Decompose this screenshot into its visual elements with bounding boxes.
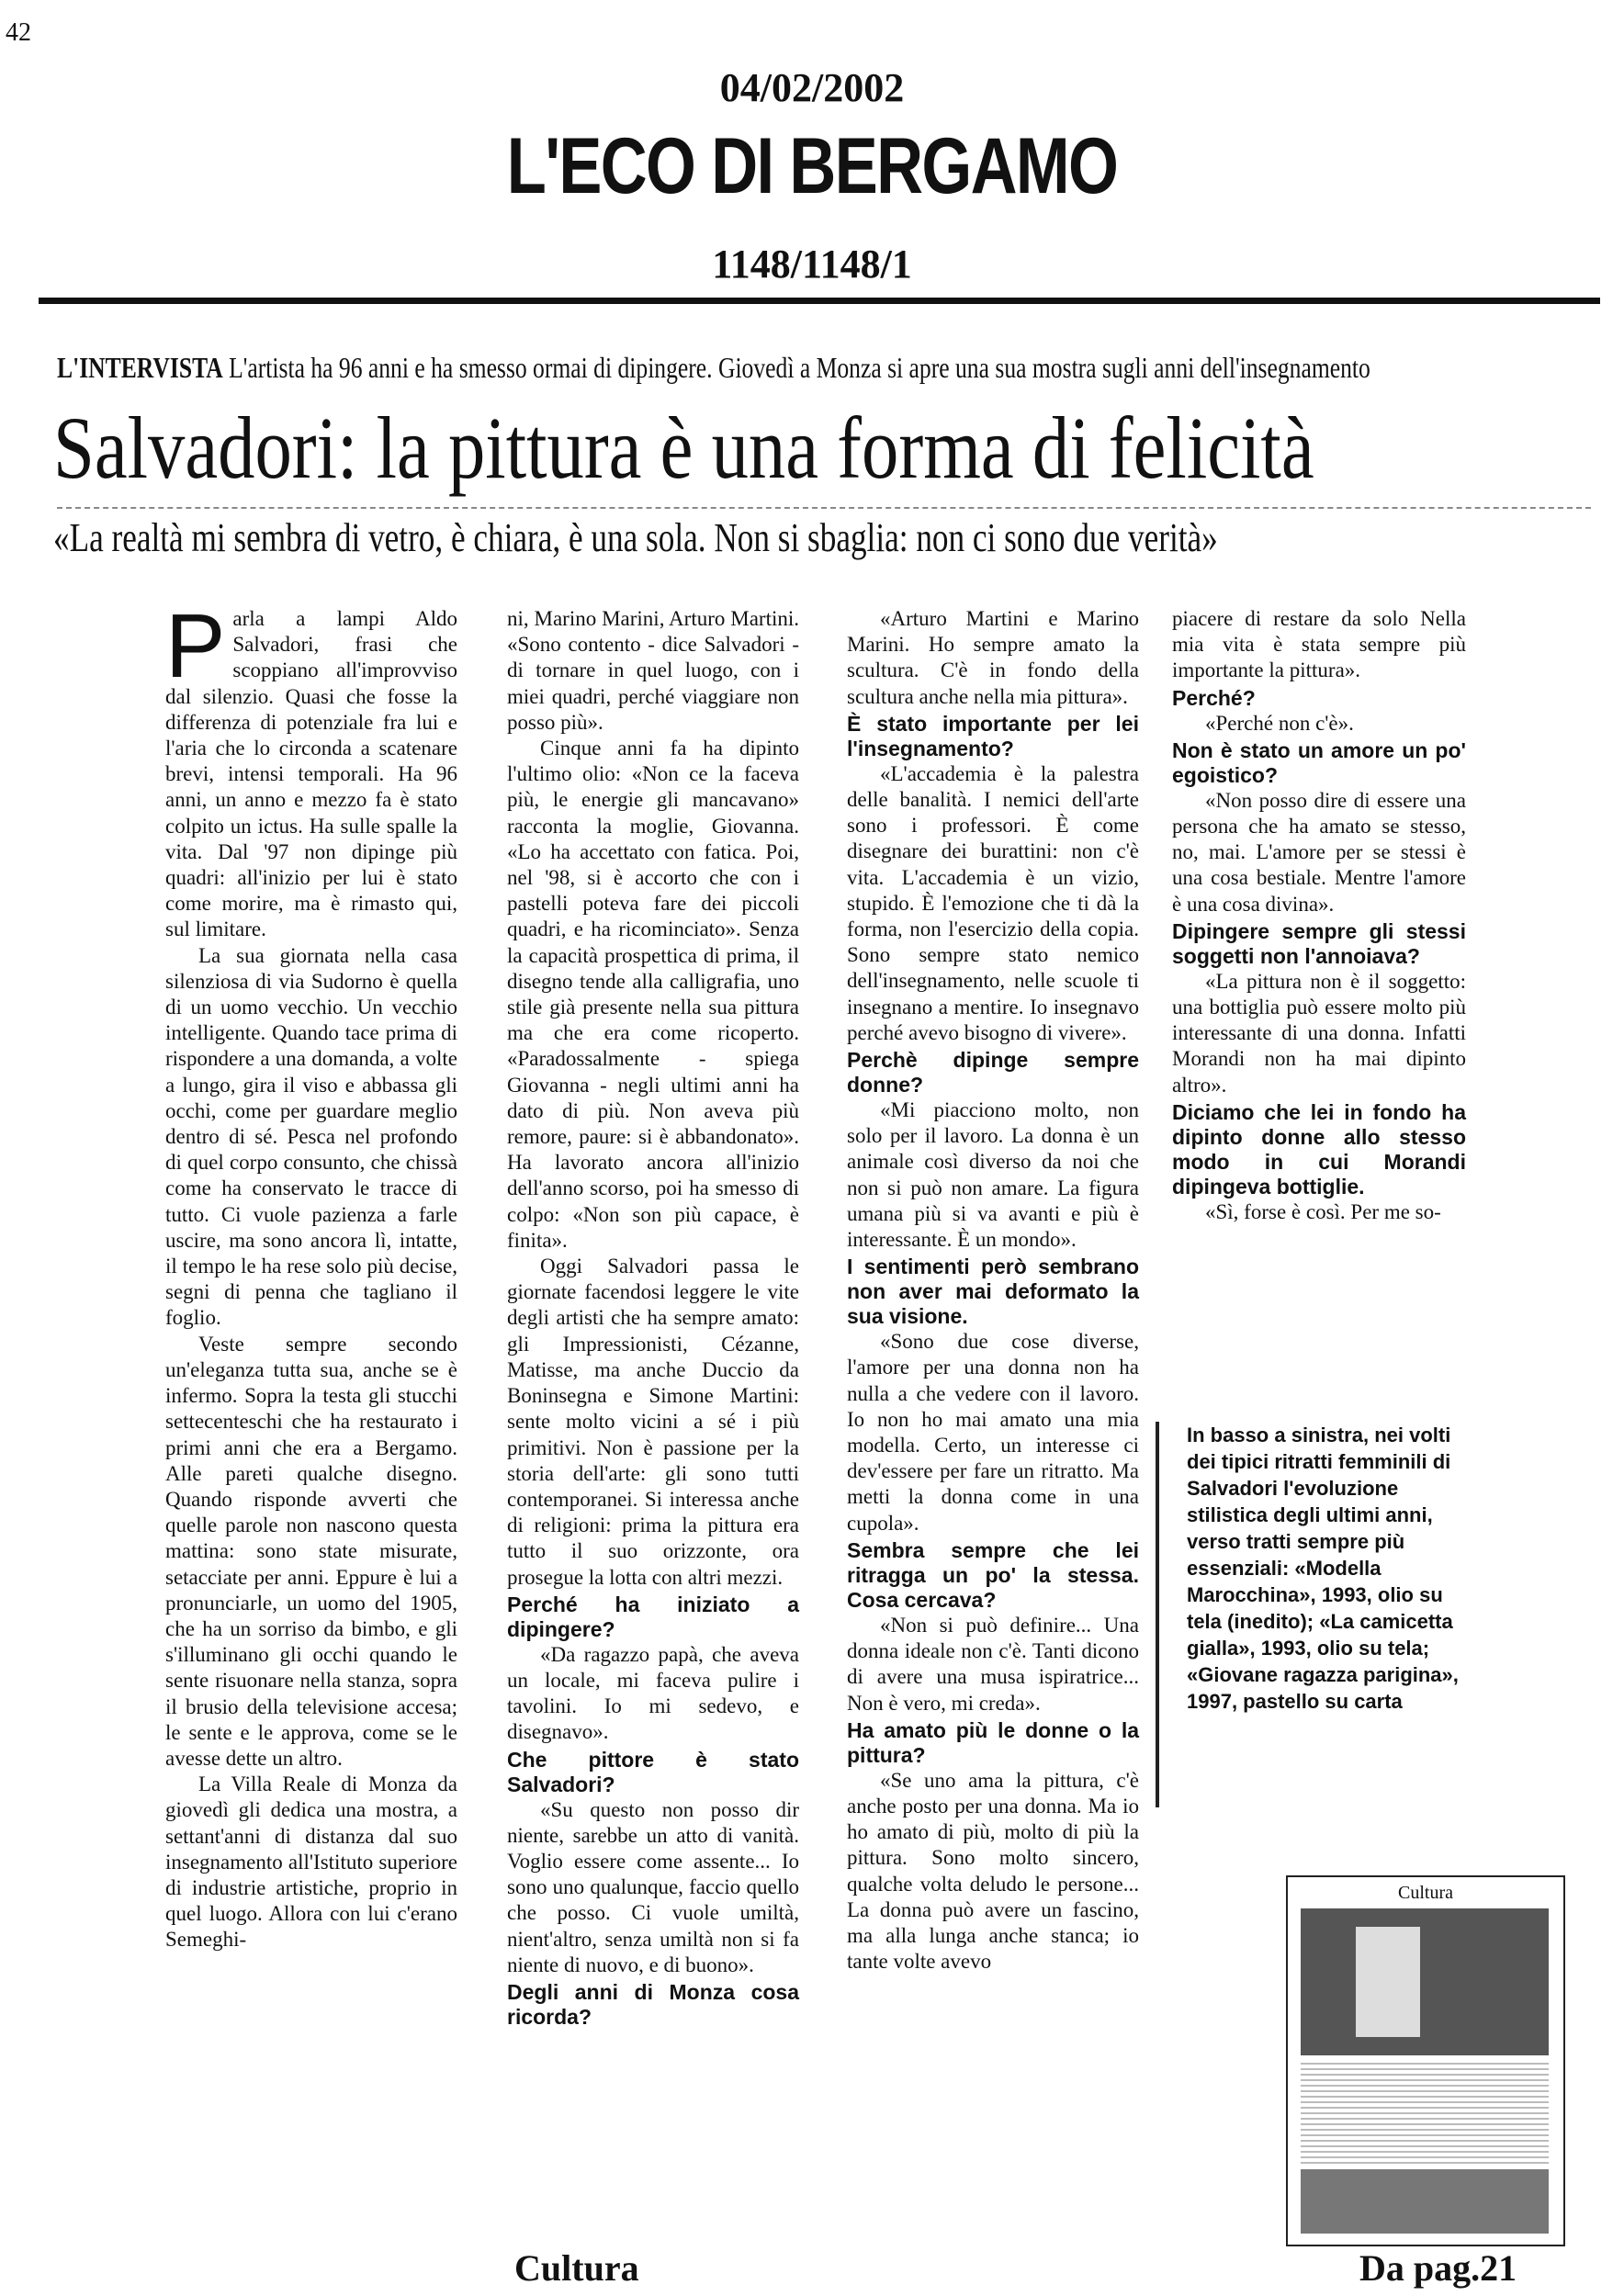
newspaper-masthead: L'ECO DI BERGAMO bbox=[506, 122, 1118, 210]
header-rule bbox=[39, 298, 1600, 304]
interview-question: Dipingere sempre gli stessi soggetti non l'annoiava? bbox=[1172, 918, 1466, 968]
archive-code: 1148/1148/1 bbox=[712, 242, 912, 287]
interview-answer: «Sì, forse è così. Per me so- bbox=[1205, 1199, 1441, 1223]
photo-caption: In basso a sinistra, nei volti dei tipici ritratti femminili di Salvadori l'evoluzione stilistica degli ultimi anni, verso tratti sempre più essenziali: «Modella Marocchina», 1993, olio su tela (inedito); «La camicetta gialla», 1993, olio su tela; «Giovane ragazza parigina», 1997, pastello su carta bbox=[1187, 1424, 1459, 1713]
interview-question: Degli anni di Monza cosa ricorda? bbox=[507, 1979, 799, 2029]
interview-answer: «Perché non c'è». bbox=[1205, 711, 1354, 735]
thumbnail-text-block bbox=[1301, 2063, 1549, 2164]
interview-answer: piacere di restare da solo Nella mia vita è stata sempre più importante la pittura». bbox=[1172, 607, 1466, 682]
interview-answer: «Mi piacciono molto, non solo per il lavoro. La donna è un animale così diverso da noi che non si può non amare. La figura umana più si va avanti e più è interessante. È un mondo». bbox=[847, 1098, 1139, 1252]
page-thumbnail bbox=[1286, 1875, 1565, 2246]
thumbnail-photo bbox=[1301, 2169, 1549, 2234]
body-paragraph: Cinque anni fa ha dipinto l'ultimo olio: «Non ce la faceva più, le energie gli mancavano» racconta la moglie, Giovanna. «Lo ha accettato con fatica. Poi, nel '98, si è accorto che con i pastelli poteva fare dei piccoli quadri, e ha ricominciato». Senza la capacità prospettica di prima, il disegno tende alla calligrafia, uno stile già presente nella sua pittura ma che era come ricoperto. «Paradossalmente - spiega Giovanna - negli ultimi anni ha dato di più. Non aveva più remore, paure: si è abbandonato». Ha lavorato ancora all'inizio dell'anno scorso, poi ha smesso di colpo: «Non son più capace, è finita». bbox=[507, 737, 799, 1252]
interview-answer: «Sono due cose diverse, l'amore per una donna non ha nulla a che vedere con il lavoro. Io non ho mai amato una mia modella. Certo, un interesse ci dev'essere per fare un ritratto. Ma metti la donna come in una cupola». bbox=[847, 1330, 1139, 1535]
body-paragraph: ni, Marino Marini, Arturo Martini. «Sono contento - dice Salvadori - di tornare in quel luogo, con i miei quadri, perché viaggiare non posso più». bbox=[507, 607, 799, 734]
drop-cap: P bbox=[165, 595, 226, 696]
kicker-label: L'INTERVISTA bbox=[57, 351, 223, 384]
interview-question: Ha amato più le donne o la pittura? bbox=[847, 1717, 1139, 1767]
kicker-text: L'artista ha 96 anni e ha smesso ormai di dipingere. Giovedì a Monza si apre una sua mostra sugli anni dell'insegnamento bbox=[229, 351, 1370, 384]
body-paragraph: La sua giornata nella casa silenziosa di via Sudorno è quella di un uomo vecchio. Un vecchio intelligente. Quando tace prima di rispondere a una domanda, a volte a lungo, gira il viso e abbassa gli occhi, come per guardare meglio dentro di sé. Pesca nel profondo di quel corpo consunto, che chissà come ha conservato le tracce di tutto. Ci vuole pazienza a farle uscire, ma sono ancora lì, intatte, il tempo le ha rese solo più decise, segni di penna che tagliano il foglio. bbox=[165, 943, 457, 1330]
article-subtitle: «La realtà mi sembra di vetro, è chiara, è una sola. Non si sbaglia: non ci sono due verità» bbox=[53, 515, 1218, 560]
interview-question: Diciamo che lei in fondo ha dipinto donne allo stesso modo in cui Morandi dipingeva bottiglie. bbox=[1172, 1099, 1466, 1199]
interview-question: Sembra sempre che lei ritragga un po' la stessa. Cosa cercava? bbox=[847, 1537, 1139, 1612]
issue-date: 04/02/2002 bbox=[719, 65, 905, 110]
thumbnail-photo bbox=[1301, 1908, 1549, 2055]
interview-question: Perché ha iniziato a dipingere? bbox=[507, 1592, 799, 1641]
interview-answer: «Arturo Martini e Marino Marini. Ho sempre amato la scultura. C'è in fondo della scultura anche nella mia pittura». bbox=[847, 607, 1139, 708]
article-column-1 bbox=[165, 595, 457, 1953]
interview-answer: «Da ragazzo papà, che aveva un locale, mi faceva pulire i tavolini. Io mi sedevo, e disegnavo». bbox=[507, 1642, 799, 1744]
section-label: Cultura bbox=[514, 2247, 639, 2289]
body-paragraph: Oggi Salvadori passa le giornate facendosi leggere le vite degli artisti che ha sempre amato: gli Impressionisti, Cézanne, Matisse, ma anche Duccio da Boninsegna e Simone Martini: sente molto vicini a sé i più primitivi. Non è passione per la storia dell'arte: gli sono tutti contemporanei. Si interessa anche di religioni: prima la pittura era tutto il suo orizzonte, ora prosegue la lotta con altri mezzi. bbox=[507, 1255, 799, 1589]
headline-divider bbox=[57, 507, 1591, 509]
interview-question: Perchè dipinge sempre donne? bbox=[847, 1048, 1139, 1097]
interview-question: È stato importante per lei l'insegnamento? bbox=[847, 711, 1139, 760]
interview-question: Che pittore è stato Salvadori? bbox=[507, 1747, 799, 1796]
article-column-2 bbox=[507, 606, 799, 2030]
article-kicker bbox=[57, 351, 1370, 385]
article-headline: Salvadori: la pittura è una forma di felicità bbox=[53, 399, 1314, 497]
interview-question: Perché? bbox=[1172, 685, 1256, 710]
body-paragraph: Veste sempre secondo un'eleganza tutta sua, anche se è infermo. Sopra la testa gli stucchi settecenteschi che ha restaurato i primi anni che era a Bergamo. Alle pareti qualche disegno. Quando risponde avverti che quelle parole non nascono questa mattina: sono state misurate, setacciate per anni. Eppure è lui a pronunciarle, un uomo del 1905, che ha un sorriso da bimbo, e gli s'illuminano gli occhi quando le sente risuonare nella stanza, sopra il brusio della televisione accesa; le sente e le approva, come se le avesse dette un altro. bbox=[165, 1332, 457, 1770]
lead-paragraph bbox=[165, 595, 457, 943]
interview-answer: «Se uno ama la pittura, c'è anche posto per una donna. Ma io ho amato di più, molto di più la pittura. Sono molto sincero, qualche volta deludo le persone... La donna può avere un fascino, ma alla lunga anche stanca; io tante volte avevo bbox=[847, 1768, 1139, 1974]
interview-question: Non è stato un amore un po' egoistico? bbox=[1172, 737, 1466, 787]
interview-answer: «La pittura non è il soggetto: una bottiglia può essere molto più interessante di una donna. Infatti Morandi non ha mai dipinto altro». bbox=[1172, 969, 1466, 1097]
thumbnail-title: Cultura bbox=[1398, 1883, 1453, 1903]
page-reference: Da pag.21 bbox=[1359, 2247, 1517, 2289]
lead-text: arla a lampi Aldo Salvadori, frasi che scoppiano all'improvviso dal silenzio. Quasi che fosse la differenza di potenziale fra lui e l'aria che lo circonda a scatenare brevi, intensi temporali. Ha 96 anni, un anno e mezzo fa è stato colpito un ictus. Ha sulle spalle la vita. Dal '97 non dipinge più quadri: all'inizio per lui è stato come morire, ma è rimasto qui, sul limitare. bbox=[165, 607, 457, 941]
article-column-4 bbox=[1172, 606, 1466, 1225]
article-column-3 bbox=[847, 606, 1139, 1975]
interview-answer: «Non posso dire di essere una persona che ha amato se stesso, no, mai. L'amore per se stessi è una cosa bestiale. Mentre l'amore è una cosa divina». bbox=[1172, 788, 1466, 916]
interview-question: I sentimenti però sembrano non aver mai deformato la sua visione. bbox=[847, 1255, 1139, 1329]
interview-answer: «L'accademia è la palestra delle banalità. I nemici dell'arte sono i professori. È come disegnare dei burattini: non c'è vita. L'accademia è un vizio, stupido. È l'emozione che ti dà la forma, non l'esercizio della copia. Sono sempre stato nemico dell'insegnamento, nelle scuole ti insegnano a mentire. Io insegnavo perché avevo bisogno di vivere». bbox=[847, 761, 1139, 1044]
interview-answer: «Su questo non posso dir niente, sarebbe un atto di vanità. Voglio essere come assente... Io sono uno qualunque, faccio quello che posso. Ci vuole umiltà, nient'altro, senza umiltà non si fa niente di nuovo, e di buono». bbox=[507, 1797, 799, 1976]
interview-answer: «Non si può definire... Una donna ideale non c'è. Tanti dicono di avere una musa ispiratrice... Non è vero, mi creda». bbox=[847, 1613, 1139, 1715]
page-number: 42 bbox=[6, 18, 31, 47]
body-paragraph: La Villa Reale di Monza da giovedì gli dedica una mostra, a settant'anni di distanza dal suo insegnamento all'Istituto superiore di industrie artistiche, proprio in quel luogo. Allora con lui c'erano Semeghi- bbox=[165, 1773, 457, 1952]
caption-bar bbox=[1156, 1422, 1159, 1807]
